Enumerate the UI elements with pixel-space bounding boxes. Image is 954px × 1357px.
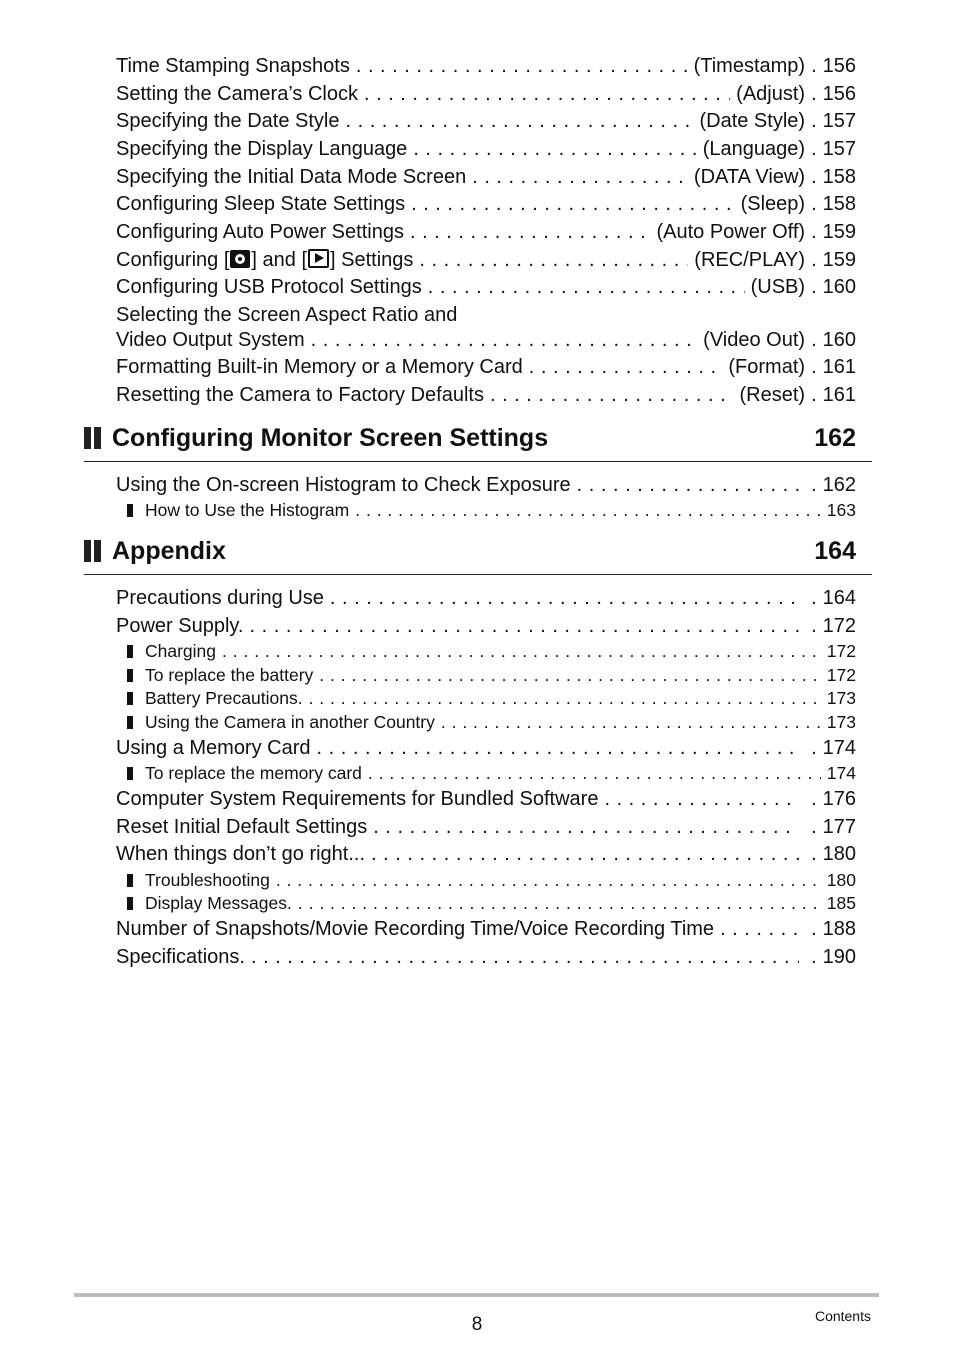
toc-entry-setting: (Auto Power Off)	[656, 221, 806, 243]
leader-dots	[251, 945, 799, 969]
toc-entry[interactable]	[116, 383, 856, 407]
toc-entry-title: When things don’t go right...	[116, 843, 366, 865]
toc-entry[interactable]	[116, 917, 856, 941]
toc-entry-setting: (Adjust)	[736, 83, 806, 105]
leader-dots	[411, 192, 735, 216]
play-icon	[308, 249, 329, 268]
toc-entry-title: To replace the battery	[145, 665, 314, 685]
section-page: 162	[814, 424, 856, 452]
leader-dot: .	[811, 249, 817, 271]
toc-entry-page: 172	[826, 665, 856, 685]
leader-dots	[249, 614, 799, 638]
leader-dot: .	[811, 384, 817, 406]
toc-entry-page: 188	[822, 918, 856, 940]
leader-dots	[410, 220, 651, 244]
leader-dot: .	[811, 356, 817, 378]
toc-entry[interactable]	[116, 842, 856, 866]
toc-entry-setting: (Format)	[728, 356, 806, 378]
leader-dot: .	[811, 474, 817, 496]
toc-entry-title: Setting the Camera’s Clock	[116, 83, 358, 105]
toc-entry-page: 157	[822, 138, 856, 160]
leader-dots	[472, 165, 688, 189]
leader-dots	[373, 815, 799, 839]
title-suffix: ] Settings	[330, 249, 414, 271]
toc-entry-title-line1[interactable]: Selecting the Screen Aspect Ratio and	[116, 304, 458, 326]
toc-entry-setting: (Sleep)	[740, 193, 806, 215]
bullet-icon	[127, 669, 133, 682]
toc-entry-page: 176	[822, 788, 856, 810]
toc-entry-page: 157	[822, 110, 856, 132]
toc-entry-page: 180	[826, 870, 856, 890]
toc-entry-title: How to Use the Histogram	[145, 500, 350, 520]
toc-entry-title: Power Supply.	[116, 615, 244, 637]
leader-dot: .	[811, 843, 817, 865]
toc-entry-setting: (DATA View)	[693, 166, 806, 188]
toc-entry-page: 161	[822, 356, 856, 378]
toc-entry-setting: (Language)	[702, 138, 806, 160]
section-marker-icon	[84, 427, 102, 449]
toc-entry-page: 160	[822, 329, 856, 351]
leader-dots	[364, 82, 730, 106]
toc-entry-title: Configuring Sleep State Settings	[116, 193, 406, 215]
toc-entry[interactable]	[116, 109, 856, 133]
toc-entry-title: Specifying the Initial Data Mode Screen	[116, 166, 467, 188]
section-page: 164	[814, 537, 856, 565]
toc-entry-page: 190	[822, 946, 856, 968]
toc-entry-title: Configuring Auto Power Settings	[116, 221, 404, 243]
leader-dots	[330, 586, 799, 610]
toc-subentry[interactable]	[127, 711, 856, 733]
section-header-monitor[interactable]	[84, 425, 872, 462]
toc-entry[interactable]	[116, 815, 856, 839]
leader-dots	[490, 383, 734, 407]
toc-entry[interactable]	[116, 137, 856, 161]
leader-dots	[371, 842, 799, 866]
section-title: Configuring Monitor Screen Settings	[112, 424, 549, 452]
toc-entry[interactable]	[116, 736, 856, 760]
leader-dots	[319, 664, 821, 686]
toc-entry-title: Using the On-screen Histogram to Check Exposure	[116, 474, 571, 496]
leader-dots	[529, 355, 723, 379]
toc-entry[interactable]	[116, 945, 856, 969]
toc-subentry[interactable]	[127, 869, 856, 891]
toc-entry[interactable]	[116, 586, 856, 610]
toc-entry-title: Specifying the Date Style	[116, 110, 340, 132]
toc-entry-page: 185	[826, 893, 856, 913]
leader-dot: .	[811, 83, 817, 105]
bullet-icon	[127, 716, 133, 729]
toc-entry[interactable]	[116, 614, 856, 638]
toc-entry[interactable]	[116, 473, 856, 497]
toc-entry[interactable]	[116, 787, 856, 811]
section-marker-icon	[84, 540, 102, 562]
toc-entry-page: 158	[822, 166, 856, 188]
toc-entry-title: Precautions during Use	[116, 587, 324, 609]
leader-dot: .	[811, 221, 817, 243]
toc-entry-setting: (USB)	[750, 276, 806, 298]
toc-entry-page: 156	[822, 55, 856, 77]
toc-entry-page: 159	[822, 221, 856, 243]
toc-subentry[interactable]	[127, 640, 856, 662]
leader-dot: .	[811, 587, 817, 609]
leader-dots	[356, 54, 688, 78]
leader-dot: .	[811, 193, 817, 215]
footer-rule	[74, 1293, 879, 1297]
bullet-icon	[127, 897, 133, 910]
toc-entry-page: 177	[822, 816, 856, 838]
toc-entry-page: 174	[822, 737, 856, 759]
leader-dot: .	[811, 55, 817, 77]
toc-entry[interactable]	[116, 192, 856, 216]
leader-dots	[577, 473, 799, 497]
toc-entry-title: Display Messages.	[145, 893, 292, 913]
toc-entry-title: Resetting the Camera to Factory Defaults	[116, 384, 484, 406]
leader-dots	[298, 892, 821, 914]
leader-dot: .	[811, 276, 817, 298]
toc-entry-page: 173	[826, 688, 856, 708]
footer-section-label: Contents	[814, 1308, 871, 1324]
bullet-icon	[127, 504, 133, 517]
bullet-icon	[127, 692, 133, 705]
page-number: 8	[471, 1314, 483, 1335]
leader-dots	[419, 248, 688, 272]
leader-dot: .	[811, 946, 817, 968]
bullet-icon	[127, 767, 133, 780]
leader-dot: .	[811, 138, 817, 160]
toc-entry-setting: (Reset)	[739, 384, 806, 406]
toc-entry[interactable]	[116, 328, 856, 352]
toc-entry-page: 161	[822, 384, 856, 406]
toc-entry-page: 174	[826, 763, 856, 783]
leader-dot: .	[811, 788, 817, 810]
toc-entry-page: 172	[826, 641, 856, 661]
toc-entry-page: 164	[822, 587, 856, 609]
toc-entry[interactable]	[116, 165, 856, 189]
leader-dots	[276, 869, 821, 891]
leader-dots	[441, 711, 821, 733]
toc-subentry[interactable]	[127, 687, 856, 709]
bullet-icon	[127, 645, 133, 658]
leader-dot: .	[811, 816, 817, 838]
toc-entry-title: Troubleshooting	[145, 870, 270, 890]
leader-dots	[309, 687, 821, 709]
leader-dots	[720, 917, 799, 941]
leader-dots	[428, 275, 745, 299]
toc-entry-title: Charging	[145, 641, 217, 661]
toc-entry-page: 159	[822, 249, 856, 271]
toc-entry-title: Video Output System	[116, 329, 305, 351]
toc-entry-title: Configuring USB Protocol Settings	[116, 276, 422, 298]
section-title: Appendix	[112, 537, 226, 565]
leader-dot: .	[811, 166, 817, 188]
toc-entry-page: 158	[822, 193, 856, 215]
toc-entry[interactable]	[116, 82, 856, 106]
toc-entry-title: Specifying the Display Language	[116, 138, 408, 160]
toc-subentry[interactable]	[127, 762, 856, 784]
leader-dots	[317, 736, 800, 760]
toc-subentry[interactable]	[127, 499, 856, 521]
leader-dot: .	[811, 615, 817, 637]
toc-entry-page: 173	[826, 712, 856, 732]
toc-entry[interactable]	[116, 275, 856, 299]
toc-entry-page: 180	[822, 843, 856, 865]
toc-entry-title	[116, 248, 413, 272]
toc-entry-setting: (REC/PLAY)	[694, 249, 806, 271]
toc-entry-title: To replace the memory card	[145, 763, 362, 783]
leader-dot: .	[811, 329, 817, 351]
toc-entry-title: Formatting Built-in Memory or a Memory Card	[116, 356, 523, 378]
leader-dot: .	[811, 110, 817, 132]
toc-entry-page: 163	[826, 500, 856, 520]
toc-entry-rec-play[interactable]	[116, 248, 856, 272]
toc-entry-title: Specifications.	[116, 946, 245, 968]
toc-entry-setting: (Date Style)	[699, 110, 806, 132]
toc-subentry[interactable]	[127, 892, 856, 914]
leader-dots	[413, 137, 696, 161]
section-header-appendix[interactable]	[84, 538, 872, 575]
toc-entry-title: Number of Snapshots/Movie Recording Time/Voice Recording Time	[116, 918, 715, 940]
toc-entry-setting: (Video Out)	[703, 329, 806, 351]
toc-entry[interactable]	[116, 220, 856, 244]
leader-dots	[345, 109, 693, 133]
camera-icon	[230, 250, 250, 268]
toc-entry[interactable]	[116, 355, 856, 379]
leader-dots	[311, 328, 698, 352]
title-prefix: Configuring [	[116, 249, 230, 271]
bullet-icon	[127, 874, 133, 887]
leader-dots	[222, 640, 821, 662]
leader-dot: .	[811, 737, 817, 759]
toc-entry-title: Time Stamping Snapshots	[116, 55, 350, 77]
leader-dot: .	[811, 918, 817, 940]
leader-dots	[604, 787, 799, 811]
leader-dots	[355, 499, 821, 521]
toc-entry-title: Computer System Requirements for Bundled Software	[116, 788, 599, 810]
toc-entry-page: 160	[822, 276, 856, 298]
toc-subentry[interactable]	[127, 664, 856, 686]
toc-entry-page: 156	[822, 83, 856, 105]
toc-entry-page: 162	[822, 474, 856, 496]
toc-entry-page: 172	[822, 615, 856, 637]
toc-entry[interactable]	[116, 54, 856, 78]
title-middle: ] and [	[251, 249, 308, 271]
toc-entry-title: Using the Camera in another Country	[145, 712, 435, 732]
toc-entry-title: Using a Memory Card	[116, 737, 311, 759]
toc-entry-title: Battery Precautions.	[145, 688, 303, 708]
leader-dots	[368, 762, 821, 784]
toc-entry-title: Reset Initial Default Settings	[116, 816, 368, 838]
toc-entry-setting: (Timestamp)	[693, 55, 806, 77]
